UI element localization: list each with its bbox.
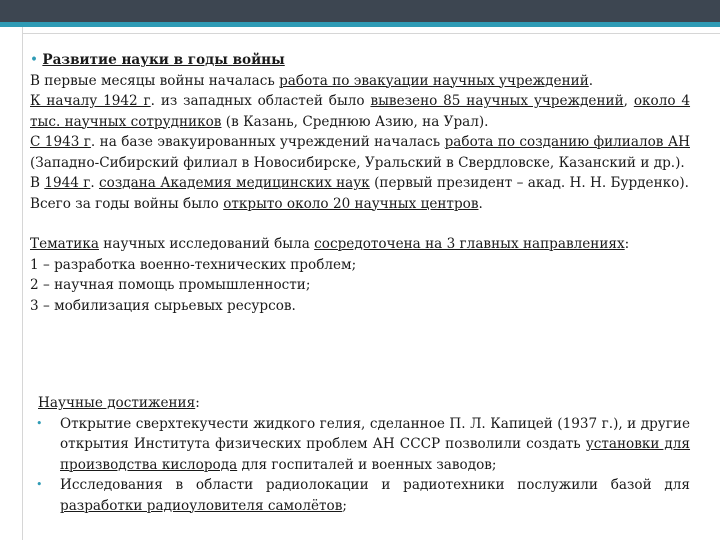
- text-run: (Западно-Сибирский филиал в Новосибирске, Уральский в Свердловске, Казанский и др.).: [30, 154, 685, 171]
- slide-vertical-divider: [22, 27, 23, 540]
- paragraph-1943: [30, 132, 690, 173]
- title-bullet: •: [30, 52, 39, 68]
- text-run: :: [195, 395, 200, 411]
- text-run: научных исследований была: [98, 236, 315, 252]
- highlight-4000-scientists: около 4 тыс. научных сотрудников: [30, 93, 691, 130]
- slide-horizontal-divider: [22, 33, 720, 34]
- highlight-1942: К началу 1942 г: [30, 93, 151, 109]
- highlight-medical-academy: создана Академия медицинских наук: [99, 175, 370, 191]
- slide-top-bar: [0, 0, 720, 22]
- highlight-1944: 1944 г: [44, 175, 91, 191]
- text-run: В: [30, 175, 45, 191]
- text-run: (первый президент – акад. Н. Н. Бурденко).: [369, 175, 689, 191]
- text-run: .: [478, 195, 483, 212]
- paragraph-evacuation: [30, 71, 690, 92]
- text-run: .: [588, 72, 594, 89]
- highlight-1943: С 1943 г: [30, 134, 91, 150]
- paragraph-topics: [30, 234, 690, 255]
- achievements-heading-text: Научные достижения: [38, 395, 196, 411]
- paragraph-total: [30, 194, 690, 215]
- spacer: [30, 214, 690, 234]
- text-run: Исследования в области радиолокации и радиотехники послужили базой для: [60, 477, 690, 493]
- highlight-evacuation: работа по эвакуации научных учреждений: [279, 72, 589, 89]
- highlight-branches: работа по созданию филиалов АН: [444, 134, 690, 150]
- achievements-heading: [38, 393, 690, 414]
- achievements-section: [30, 393, 690, 516]
- text-run: . на базе эвакуированных учреждений началась: [90, 134, 445, 150]
- highlight-20-centers: открыто около 20 научных центров: [223, 195, 479, 212]
- paragraph-1942: [30, 91, 690, 132]
- title-text: Развитие науки в годы войны: [42, 52, 285, 68]
- text-run: . из западных областей было: [150, 93, 371, 109]
- text-run: .: [90, 175, 100, 191]
- text-run: :: [624, 236, 630, 252]
- highlight-topics: Тематика: [30, 236, 99, 252]
- paragraph-1944: [30, 173, 690, 194]
- achievement-item-radar: [30, 475, 690, 516]
- topic-item-2: 2 – научная помощь промышленности;: [30, 277, 311, 293]
- text-run: (в Казань, Среднюю Азию, на Урал).: [221, 113, 489, 130]
- highlight-aircraft-detector: разработки радиоуловителя самолётов: [60, 497, 343, 514]
- highlight-85-institutions: вывезено 85 научных учреждений: [370, 93, 624, 109]
- bullet-icon: •: [36, 416, 43, 430]
- topic-item-3: 3 – мобилизация сырьевых ресурсов.: [30, 297, 296, 314]
- text-run: для госпиталей и военных заводов;: [237, 456, 497, 473]
- achievement-item-helium: [30, 414, 690, 476]
- text-run: Открытие сверхтекучести жидкого гелия, сделанное П. Л. Капицей (1937 г.), и другие открытия Института физических проблем АН СССР позволили создать: [60, 415, 690, 452]
- text-run: ;: [342, 497, 347, 514]
- text-run: Всего за годы войны было: [30, 195, 224, 212]
- slide-body: [30, 50, 690, 316]
- topic-item-1: 1 – разработка военно-технических проблем;: [30, 256, 357, 273]
- text-run: ,: [623, 93, 634, 109]
- highlight-3-directions: сосредоточена на 3 главных направлениях: [314, 236, 625, 252]
- highlight-oxygen-plants: установки для производства кислорода: [60, 436, 691, 473]
- bullet-icon: •: [36, 478, 43, 491]
- text-run: В первые месяцы войны началась: [30, 72, 280, 89]
- slide-title: [30, 50, 690, 71]
- slide-accent-stripe: [0, 22, 720, 27]
